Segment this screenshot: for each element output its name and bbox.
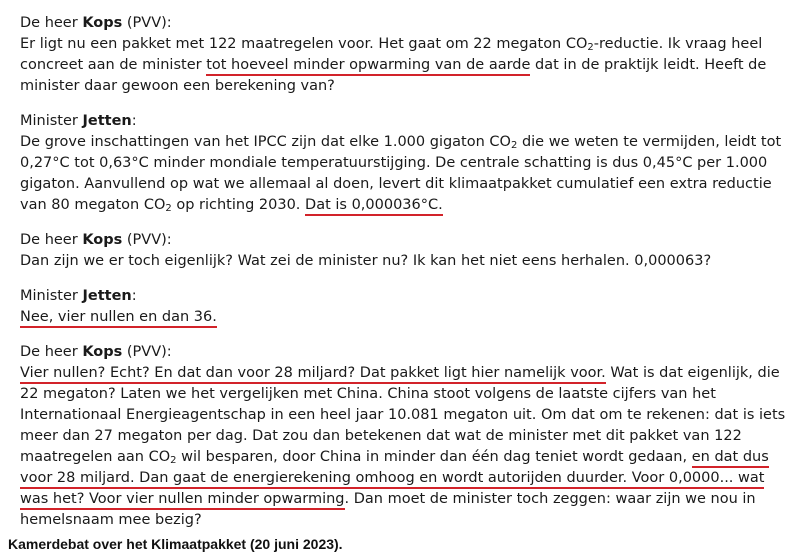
speaker-label (20, 111, 790, 132)
speaker-suffix: (PVV): (122, 344, 172, 360)
speaker-suffix: (PVV): (122, 15, 172, 31)
speaker-name: Jetten (82, 113, 132, 129)
speech-kops-2 (20, 230, 790, 272)
highlight-underline: Vier nullen? Echt? En dat dan voor 28 miljard? Dat pakket ligt hier namelijk voor. (20, 365, 606, 384)
speech-kops-3 (20, 342, 790, 531)
highlight-underline: en dat dus voor 28 miljard. Dan gaat de energierekening omhoog en wordt autorijden duurder. Voor 0,0000... wat was het? Voor vier nullen minder opwarming (20, 449, 769, 510)
speaker-name: Kops (82, 232, 123, 248)
speaker-prefix: De heer (20, 15, 83, 31)
speaker-suffix: : (131, 113, 137, 129)
image-caption: Kamerdebat over het Klimaatpakket (20 juni 2023). (8, 536, 343, 552)
highlight-underline: Nee, vier nullen en dan 36. (20, 309, 217, 328)
speech-jetten-1 (20, 111, 790, 216)
speech-text: Er ligt nu een pakket met 122 maatregelen voor. Het gaat om 22 megaton $CO_2$-reductie. Ik vraag heel concreet aan de minister tot hoeveel minder opwarming van de aarde dat in de praktijk leidt. Heeft de minister daar gewoon een berekening van? (20, 36, 767, 94)
speaker-label (20, 230, 790, 251)
speaker-prefix: De heer (20, 232, 83, 248)
highlight-underline: tot hoeveel minder opwarming van de aarde (206, 57, 530, 76)
speech-kops-1 (20, 13, 790, 97)
speech-jetten-2 (20, 286, 790, 328)
speaker-suffix: (PVV): (122, 232, 172, 248)
speaker-prefix: Minister (20, 288, 83, 304)
speech-text (20, 307, 790, 328)
speaker-name: Kops (82, 344, 123, 360)
speech-text: Vier nullen? Echt? En dat dan voor 28 miljard? Dat pakket ligt hier namelijk voor. Wat is dat eigenlijk, die 22 megaton? Laten we het vergelijken met China. China stoot volgens de laatste cijfers van het Internationaal Energieagentschap in een heel jaar 10.081 megaton uit. Om dat om te rekenen: dat is iets meer dan 27 megaton per dag. Dat zou dan betekenen dat wat de minister met dit pakket van 122 maatregelen aan $CO_2$ wil besparen, door China in minder dan één dag teniet wordt gedaan, en dat dus voor 28 miljard. Dan gaat de energierekening omhoog en wordt autorijden duurder. Voor 0,0000... wat was het? Voor vier nullen minder opwarming. Dan moet de minister toch zeggen: waar zijn we nou in hemelsnaam mee bezig? (20, 365, 786, 528)
speaker-label (20, 13, 790, 34)
speaker-prefix: De heer (20, 344, 83, 360)
speaker-name: Kops (82, 15, 123, 31)
speaker-label (20, 342, 790, 363)
highlight-underline: Dat is 0,000036°C. (305, 197, 443, 216)
transcript (20, 13, 790, 545)
speaker-suffix: : (131, 288, 137, 304)
speaker-name: Jetten (82, 288, 132, 304)
speech-text: Dan zijn we er toch eigenlijk? Wat zei de minister nu? Ik kan het niet eens herhalen. 0,000063? (20, 253, 712, 269)
speaker-label (20, 286, 790, 307)
speaker-prefix: Minister (20, 113, 83, 129)
speech-text: De grove inschattingen van het IPCC zijn dat elke 1.000 gigaton $CO_2$ die we weten te vermijden, leidt tot 0,27°C tot 0,63°C minder mondiale temperatuurstijging. De centrale schatting is dus 0,45°C per 1.000 gigaton. Aanvullend op wat we allemaal al doen, levert dit klimaatpakket cumulatief een extra reductie van 80 megaton $CO_2$ op richting 2030. Dat is 0,000036°C. (20, 134, 782, 214)
